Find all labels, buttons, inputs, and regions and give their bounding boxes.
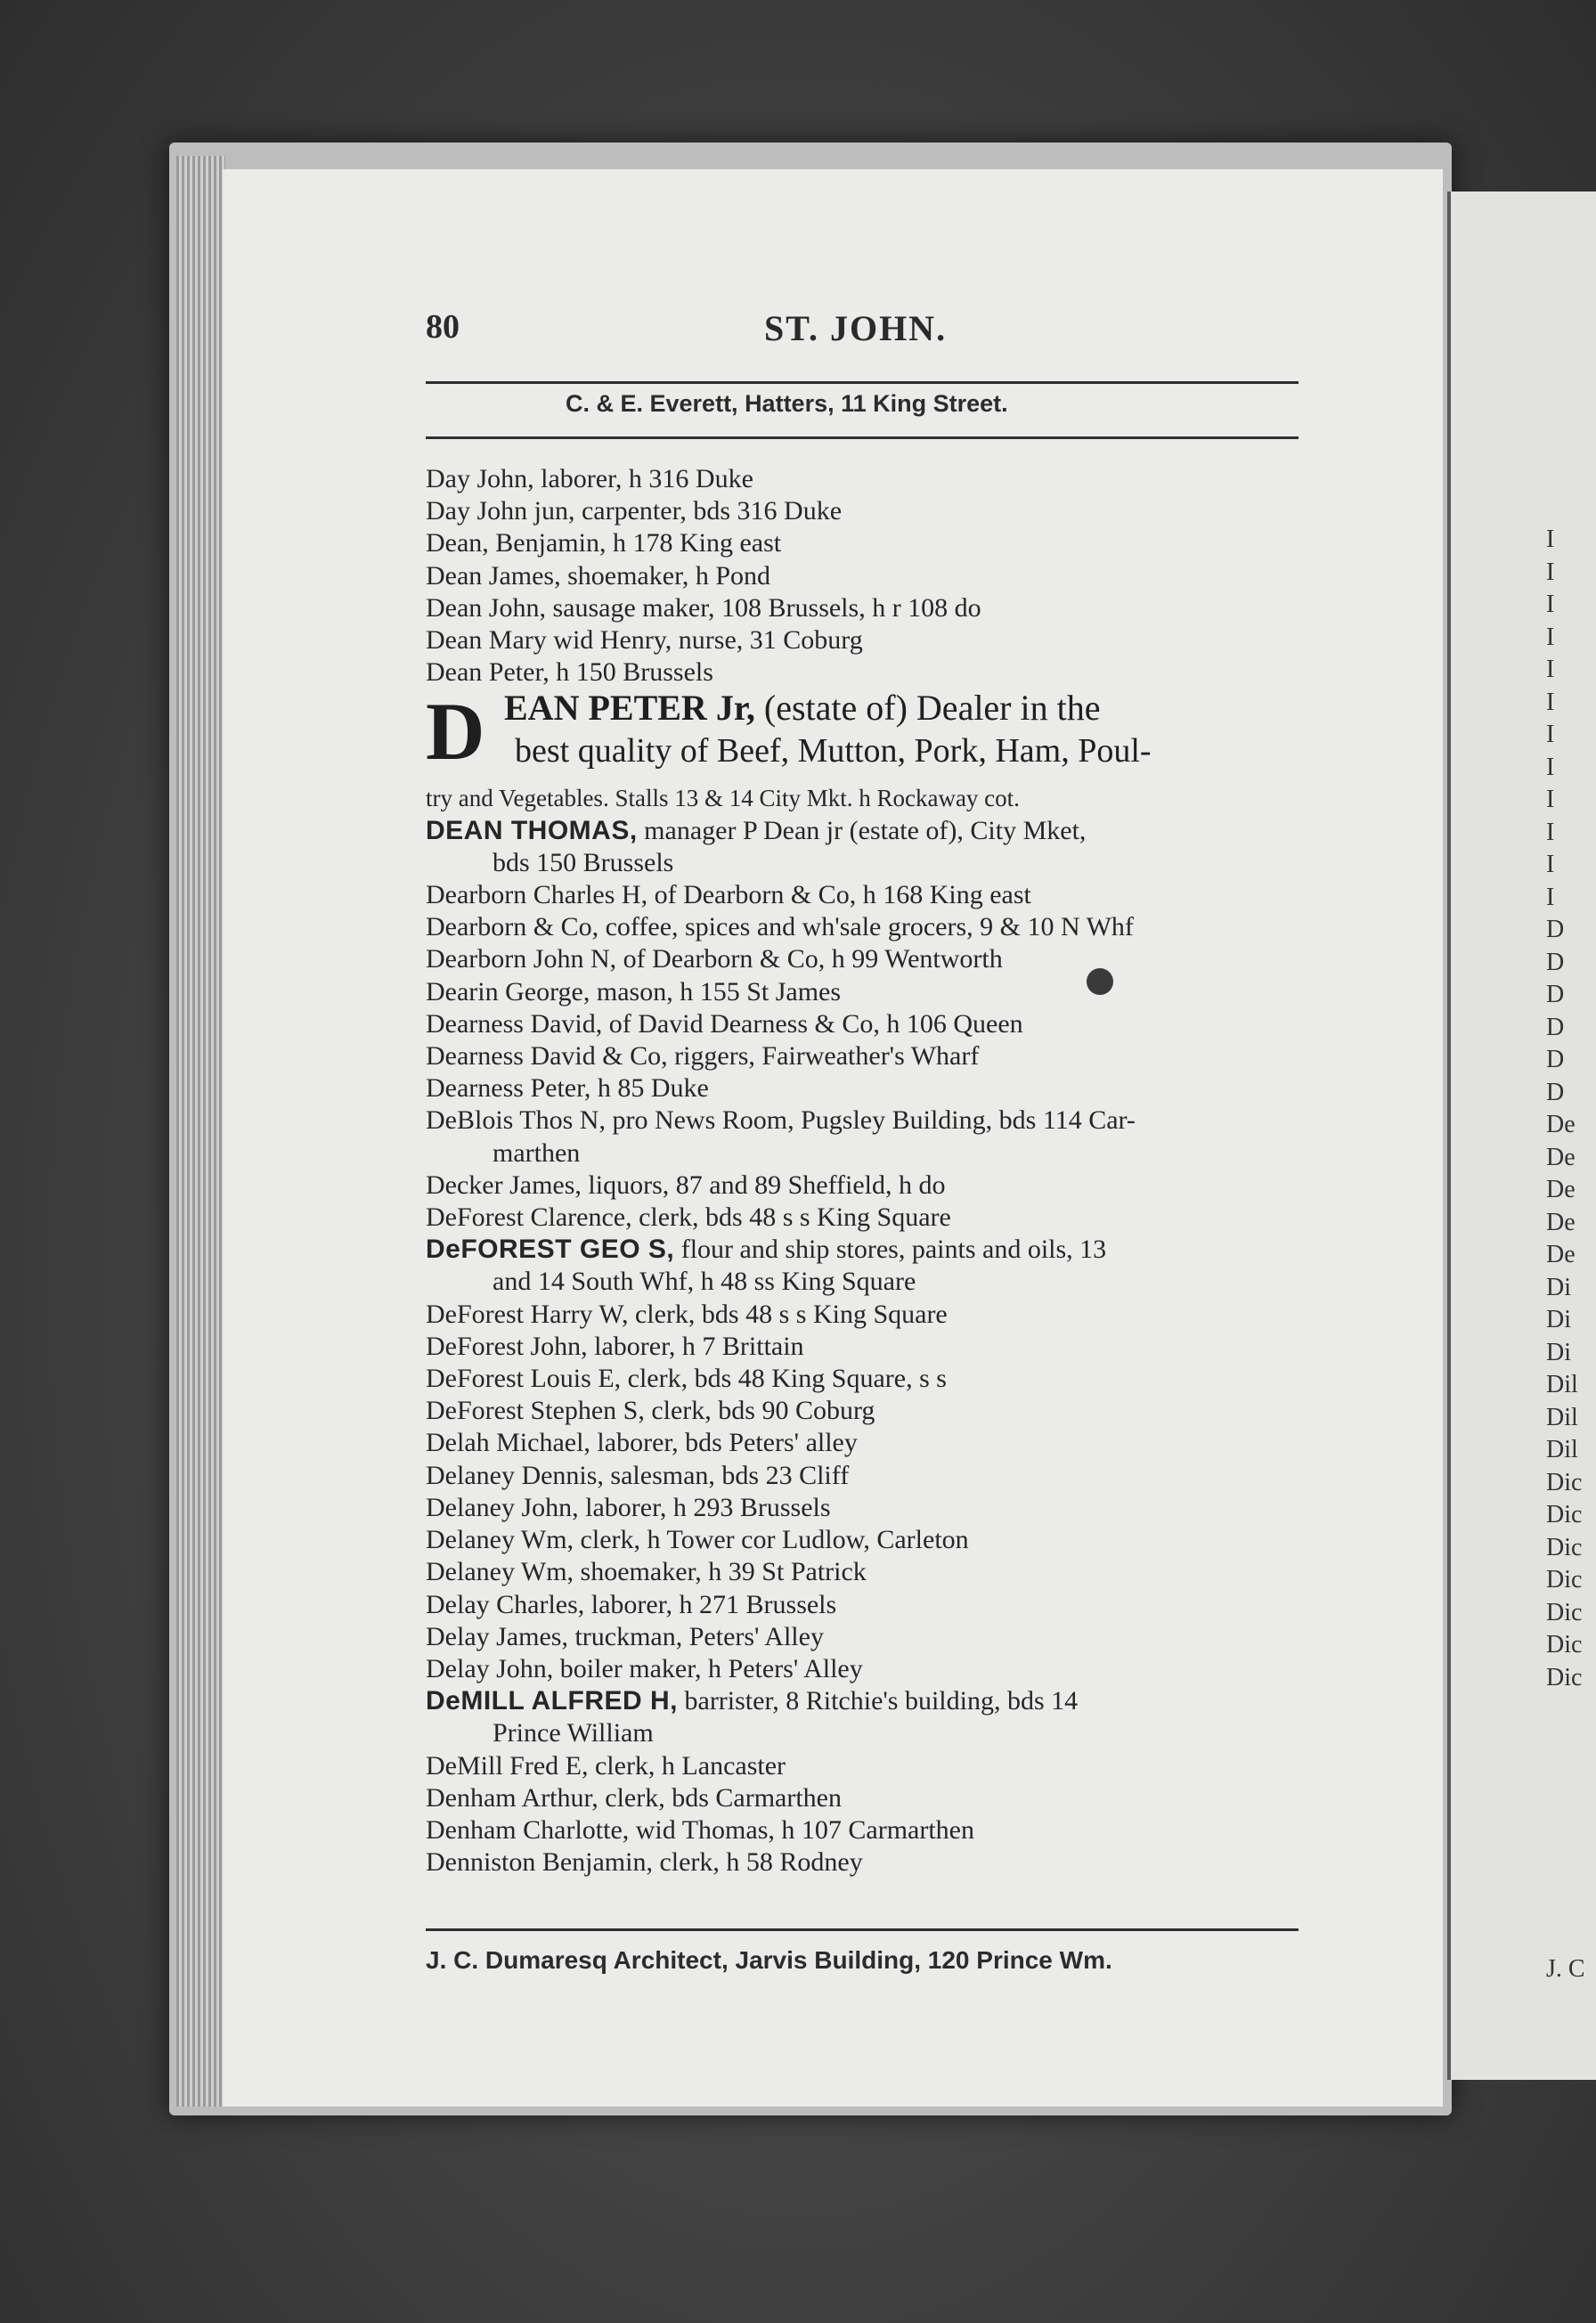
top-advertisement: C. & E. Everett, Hatters, 11 King Street. [566,390,1008,417]
footer-rule [426,1928,1299,1931]
entries-group-e [426,1750,1303,1879]
facing-page-fragment: I [1546,818,1555,846]
facing-page-fragment: I [1546,656,1555,683]
directory-entry: Dean John, sausage maker, 108 Brussels, h r 108 do [426,592,981,623]
facing-page-fragment: I [1546,851,1555,878]
feature-line-1-rest: (estate of) Dealer in the [754,688,1101,729]
facing-page-fragment: I [1546,883,1555,911]
facing-page [1447,192,1596,2080]
directory-entry: DeForest Stephen S, clerk, bds 90 Coburg [426,1396,875,1426]
page-edges [176,156,225,2107]
directory-entry [426,1685,1303,1717]
feature-line-2: best quality of Beef, Mutton, Pork, Ham, Poul- [515,732,1152,770]
directory-entry: Dearborn Charles H, of Dearborn & Co, h 168 King east [426,880,1031,910]
directory-entry: DeForest Harry W, clerk, bds 48 s s King Square [426,1299,948,1329]
header-rule [426,381,1299,384]
directory-entry: Dean Mary wid Henry, nurse, 31 Coburg [426,625,863,656]
directory-entry: Denham Charlotte, wid Thomas, h 107 Carmarthen [426,1814,974,1845]
entry-text: barrister, 8 Ritchie's building, bds 14 [678,1686,1079,1716]
directory-entry: Delaney Dennis, salesman, bds 23 Cliff [426,1460,850,1490]
directory-entry [426,1234,1303,1266]
directory-entry: Dearborn & Co, coffee, spices and wh'sale grocers, 9 & 10 N Whf [426,912,1134,942]
facing-page-fragment: Dic [1546,1663,1583,1691]
facing-page-fragment: De [1546,1111,1576,1138]
facing-page-fragment: Dic [1546,1533,1583,1561]
facing-page-fragment: I [1546,688,1555,716]
facing-page-fragment: Di [1546,1338,1571,1366]
facing-page-fragment: D [1546,1013,1565,1041]
facing-page-fragment: De [1546,1241,1576,1268]
facing-page-fragment: Dil [1546,1371,1578,1398]
dean-peter-advertisement [426,686,1303,782]
directory-entry: Denham Arthur, clerk, bds Carmarthen [426,1782,842,1813]
directory-entry: Delah Michael, laborer, bds Peters' alley [426,1428,858,1458]
directory-entry: DeForest John, laborer, h 7 Brittain [426,1331,804,1361]
facing-page-fragment: I [1546,526,1555,553]
facing-page-fragment: D [1546,1046,1565,1073]
entry-text: flour and ship stores, paints and oils, 13 [674,1235,1107,1265]
bottom-advertisement: J. C. Dumaresq Architect, Jarvis Building, 120 Prince Wm. [426,1946,1112,1974]
facing-page-fragment: Di [1546,1273,1571,1301]
running-title: ST. JOHN. [764,308,948,348]
entries-group-d [426,1299,1303,1685]
facing-page-fragment: D [1546,916,1565,943]
page-header [426,307,1299,361]
facing-page-fragment: I [1546,591,1555,618]
entry-continuation: marthen [493,1137,581,1168]
facing-page-fragment: D [1546,981,1565,1008]
drop-cap: D [426,686,485,778]
entry-bold-name: DeMILL ALFRED H, [426,1686,678,1716]
facing-page-fragment: J. C [1546,1955,1585,1983]
facing-page-fragment: Di [1546,1306,1571,1333]
facing-page-fragment: I [1546,558,1555,586]
directory-entry: Dean James, shoemaker, h Pond [426,560,771,591]
ink-blot [1087,968,1113,995]
entry-bold-name: DEAN THOMAS, [426,815,638,845]
directory-entry: Delaney Wm, clerk, h Tower cor Ludlow, Carleton [426,1525,969,1555]
directory-entry: Delay James, truckman, Peters' Alley [426,1621,824,1651]
facing-page-fragment: I [1546,721,1555,748]
directory-entry: Day John jun, carpenter, bds 316 Duke [426,496,843,526]
directory-entry: Dearness David & Co, riggers, Fairweather's Wharf [426,1041,980,1072]
entries-group-a [426,463,1303,689]
entry-continuation: and 14 South Whf, h 48 ss King Square [493,1267,916,1297]
directory-entry: Decker James, liquors, 87 and 89 Sheffield, h do [426,1170,946,1200]
directory-entry: Dearness Peter, h 85 Duke [426,1073,709,1104]
entry-text: manager P Dean jr (estate of), City Mket, [637,815,1087,845]
feature-name: EAN PETER Jr, [504,688,755,729]
facing-page-fragment: I [1546,623,1555,651]
directory-entry: Delay John, boiler maker, h Peters' Alley [426,1653,863,1683]
entries-group-b [426,879,1303,1104]
facing-page-fragment: Dil [1546,1403,1578,1431]
facing-page-fragment: D [1546,948,1565,976]
entry-continuation: Prince William [493,1718,654,1748]
page-number: 80 [426,308,460,346]
facing-page-fragment: De [1546,1143,1576,1171]
directory-entry: Delaney Wm, shoemaker, h 39 St Patrick [426,1557,867,1587]
directory-entry: Dearness David, of David Dearness & Co, h 106 Queen [426,1008,1023,1039]
directory-entry: Dearborn John N, of Dearborn & Co, h 99 Wentworth [426,944,1003,974]
facing-page-fragment: Dic [1546,1566,1583,1593]
facing-page-fragment: Dic [1546,1468,1583,1496]
directory-entries [426,463,1303,1879]
facing-page-fragment: Dic [1546,1631,1583,1659]
top-ad-rule [426,436,1299,439]
directory-entry: Day John, laborer, h 316 Duke [426,464,753,493]
directory-entry: DeBlois Thos N, pro News Room, Pugsley Building, bds 114 Car- [426,1105,1136,1136]
facing-page-fragment: De [1546,1176,1576,1203]
facing-page-fragment: D [1546,1078,1565,1106]
facing-page-fragment: Dil [1546,1436,1578,1463]
facing-page-fragment: I [1546,753,1555,781]
directory-entry: Delaney John, laborer, h 293 Brussels [426,1492,831,1522]
facing-page-fragment: I [1546,786,1555,813]
entries-group-c [426,1170,1303,1234]
directory-entry: Denniston Benjamin, clerk, h 58 Rodney [426,1847,863,1878]
directory-entry: Delay Charles, laborer, h 271 Brussels [426,1589,837,1619]
directory-entry: Dean, Benjamin, h 178 King east [426,528,782,558]
directory-entry: DeForest Louis E, clerk, bds 48 King Square, s s [426,1364,947,1394]
entry-continuation: bds 150 Brussels [493,847,674,877]
directory-entry: Dean Peter, h 150 Brussels [426,657,713,688]
facing-page-fragment: Dic [1546,1598,1583,1626]
entry-bold-name: DeFOREST GEO S, [426,1235,675,1265]
directory-entry: DeMill Fred E, clerk, h Lancaster [426,1750,786,1781]
directory-entry: Dearin George, mason, h 155 St James [426,976,842,1007]
facing-page-fragment: De [1546,1208,1576,1236]
directory-entry: DeForest Clarence, clerk, bds 48 s s King Square [426,1202,951,1233]
facing-page-fragment: Dic [1546,1501,1583,1528]
directory-entry [426,815,1303,847]
feature-line-3: try and Vegetables. Stalls 13 & 14 City Mkt. h Rockaway cot. [426,785,1020,812]
feature-line-1 [504,688,1101,729]
